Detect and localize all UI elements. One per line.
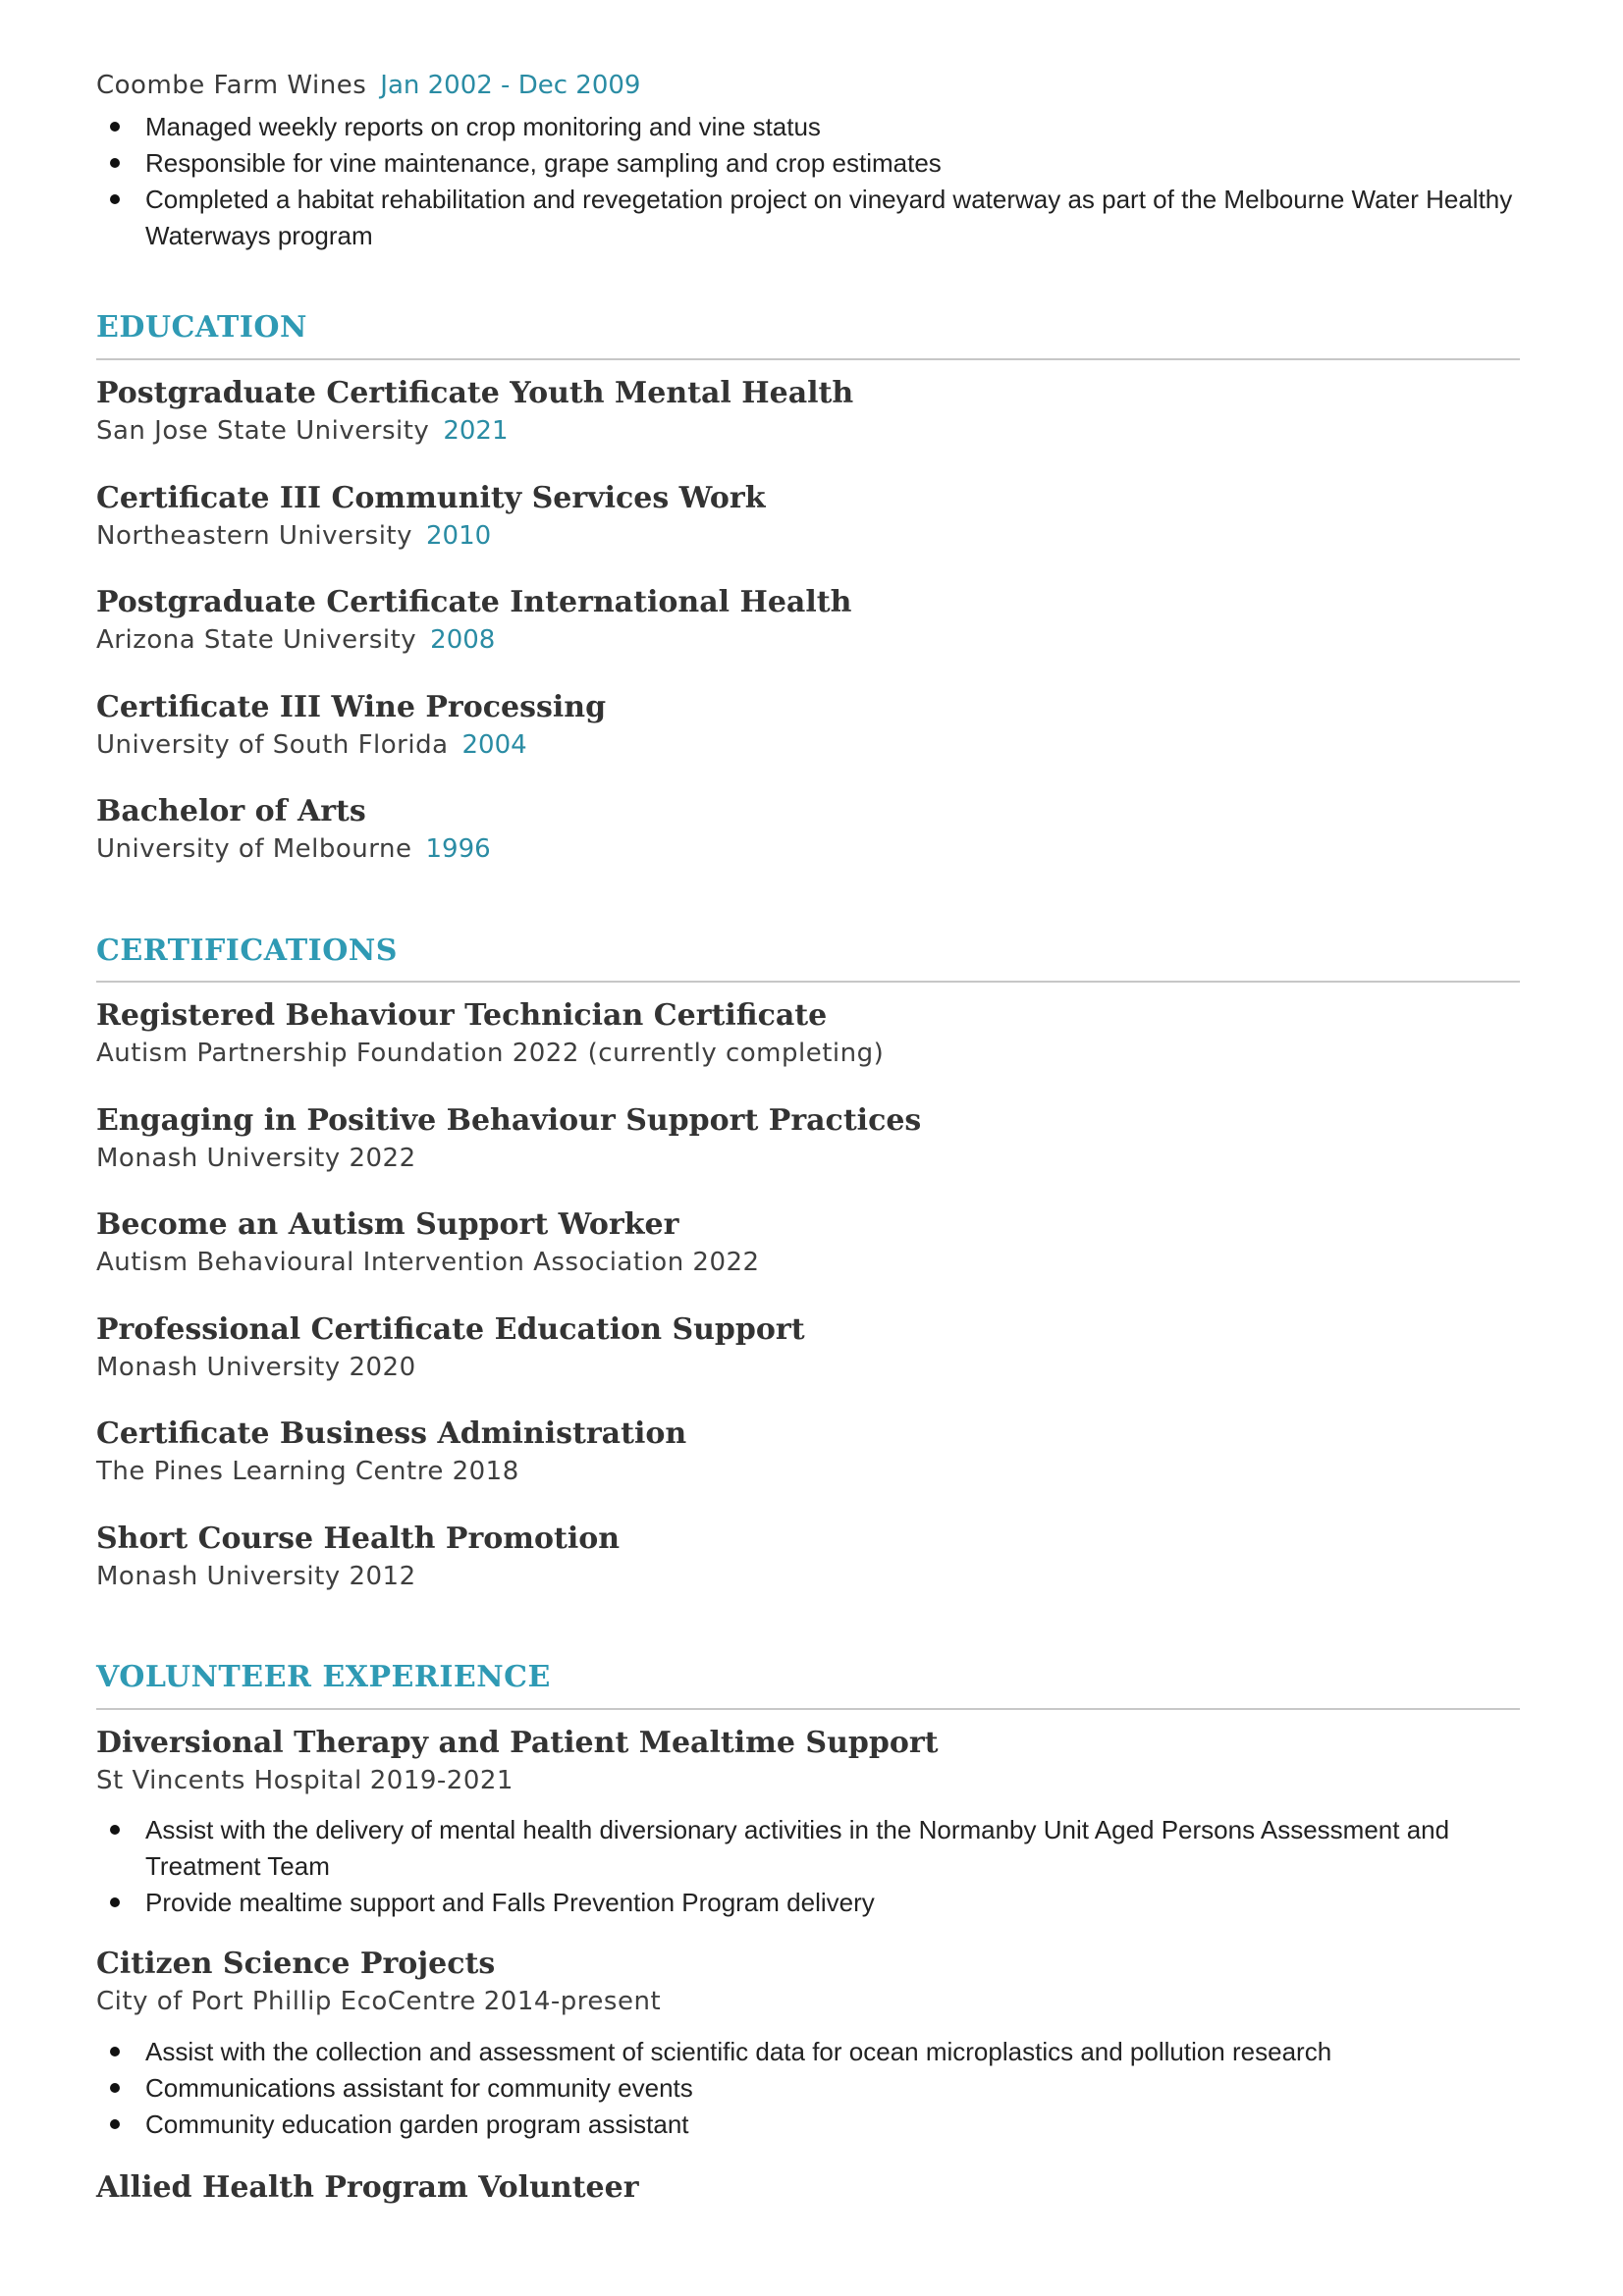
education-item bbox=[96, 688, 606, 763]
list-item: Managed weekly reports on crop monitoring and vine status bbox=[96, 109, 1520, 145]
education-item bbox=[96, 583, 851, 658]
certification-item bbox=[96, 1101, 921, 1176]
certification-title: Professional Certificate Education Support bbox=[96, 1312, 805, 1347]
education-year: 2010 bbox=[426, 521, 492, 551]
education-title: Certificate III Community Services Work bbox=[96, 481, 766, 515]
list-item: Responsible for vine maintenance, grape sampling and crop estimates bbox=[96, 145, 1520, 182]
volunteer-heading: VOLUNTEER EXPERIENCE bbox=[96, 1660, 551, 1694]
education-item bbox=[96, 792, 491, 867]
volunteer-org: City of Port Phillip EcoCentre bbox=[96, 1987, 476, 2016]
education-school: University of Melbourne bbox=[96, 834, 412, 864]
education-heading: EDUCATION bbox=[96, 310, 307, 345]
certification-title: Engaging in Positive Behaviour Support Practices bbox=[96, 1103, 922, 1138]
certification-detail: Monash University 2020 bbox=[96, 1353, 416, 1382]
certification-detail: Monash University 2012 bbox=[96, 1562, 416, 1591]
volunteer-item bbox=[96, 1724, 939, 1798]
education-item bbox=[96, 479, 766, 554]
certification-detail: Autism Partnership Foundation 2022 (currently completing) bbox=[96, 1039, 885, 1068]
certification-title: Certificate Business Administration bbox=[96, 1416, 687, 1451]
education-title: Postgraduate Certificate Youth Mental Health bbox=[96, 376, 854, 410]
certifications-heading: CERTIFICATIONS bbox=[96, 934, 398, 968]
education-year: 2008 bbox=[430, 625, 496, 655]
section-divider bbox=[96, 981, 1520, 983]
education-school: Arizona State University bbox=[96, 625, 417, 655]
certification-detail: Monash University 2022 bbox=[96, 1144, 416, 1173]
volunteer-bullets bbox=[96, 1812, 1520, 1921]
education-school: University of South Florida bbox=[96, 730, 449, 760]
section-divider bbox=[96, 1708, 1520, 1710]
job-org: Coombe Farm Wines bbox=[96, 71, 367, 100]
certification-detail: The Pines Learning Centre 2018 bbox=[96, 1457, 519, 1486]
education-year: 1996 bbox=[425, 834, 491, 864]
education-title: Certificate III Wine Processing bbox=[96, 690, 607, 724]
list-item: Community education garden program assistant bbox=[96, 2107, 1520, 2143]
education-year: 2004 bbox=[461, 730, 527, 760]
education-title: Bachelor of Arts bbox=[96, 794, 366, 828]
certification-item bbox=[96, 996, 884, 1071]
job-header bbox=[96, 71, 640, 100]
certification-item bbox=[96, 1520, 620, 1594]
volunteer-dates: 2014-present bbox=[483, 1987, 662, 2016]
education-title: Postgraduate Certificate International Health bbox=[96, 585, 852, 619]
education-item bbox=[96, 374, 853, 449]
list-item: Communications assistant for community events bbox=[96, 2070, 1520, 2107]
certification-title: Registered Behaviour Technician Certificate bbox=[96, 998, 828, 1033]
list-item: Provide mealtime support and Falls Prevention Program delivery bbox=[96, 1885, 1520, 1921]
section-divider bbox=[96, 358, 1520, 360]
certification-item bbox=[96, 1310, 805, 1385]
job-dates: Jan 2002 - Dec 2009 bbox=[380, 71, 641, 100]
volunteer-dates: 2019-2021 bbox=[369, 1766, 514, 1795]
certification-item bbox=[96, 1415, 686, 1489]
certification-item bbox=[96, 1205, 760, 1280]
list-item: Completed a habitat rehabilitation and revegetation project on vineyard waterway as part of the Melbourne Water Healthy Waterways program bbox=[96, 182, 1520, 254]
list-item: Assist with the collection and assessment of scientific data for ocean microplastics and pollution research bbox=[96, 2034, 1520, 2070]
list-item: Assist with the delivery of mental health diversionary activities in the Normanby Unit Aged Persons Assessment and Treatment Team bbox=[96, 1812, 1520, 1885]
volunteer-title: Diversional Therapy and Patient Mealtime Support bbox=[96, 1726, 939, 1760]
certification-title: Short Course Health Promotion bbox=[96, 1522, 621, 1556]
volunteer-item bbox=[96, 2168, 639, 2208]
certification-title: Become an Autism Support Worker bbox=[96, 1207, 679, 1242]
volunteer-org: St Vincents Hospital bbox=[96, 1766, 362, 1795]
education-year: 2021 bbox=[443, 416, 509, 446]
volunteer-title: Citizen Science Projects bbox=[96, 1947, 496, 1981]
volunteer-title: Allied Health Program Volunteer bbox=[96, 2170, 639, 2205]
education-school: Northeastern University bbox=[96, 521, 413, 551]
certification-detail: Autism Behavioural Intervention Association 2022 bbox=[96, 1248, 760, 1277]
volunteer-item bbox=[96, 1945, 661, 2019]
education-school: San Jose State University bbox=[96, 416, 430, 446]
volunteer-bullets bbox=[96, 2034, 1520, 2143]
job-bullets bbox=[96, 109, 1520, 254]
